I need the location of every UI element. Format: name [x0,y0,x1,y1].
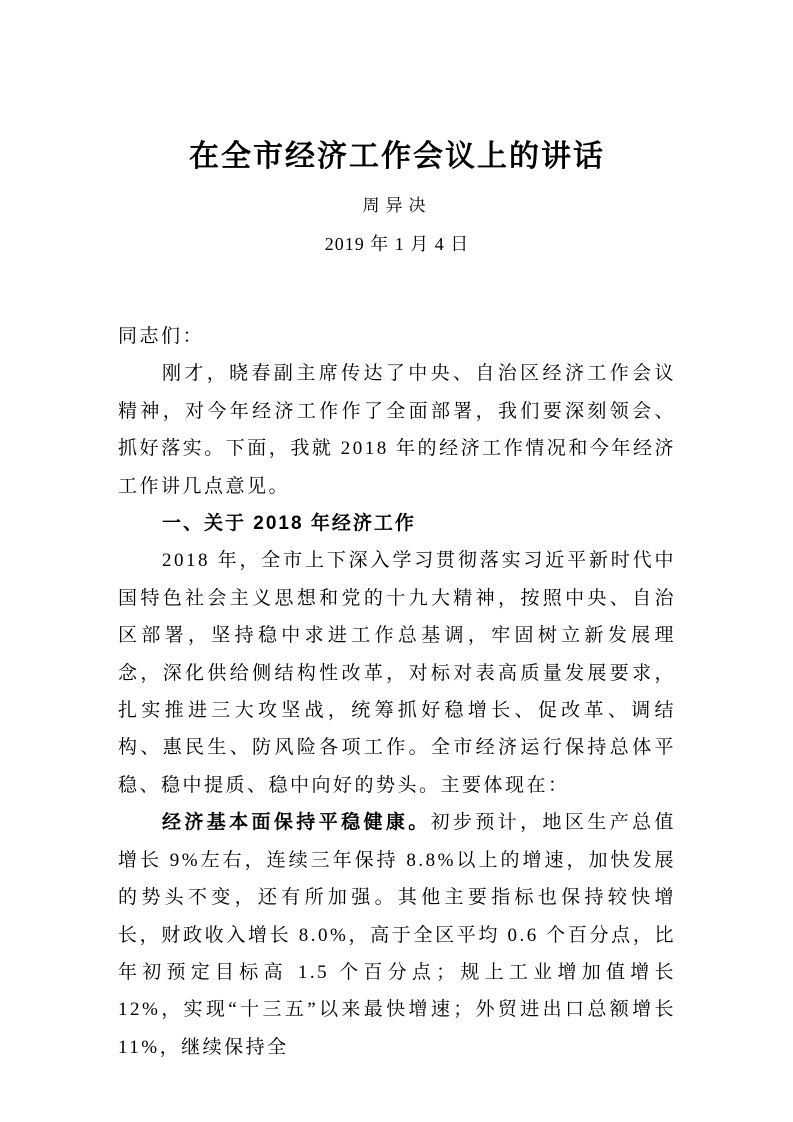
paragraph-economy-rest: 初步预计，地区生产总值增长 9%左右，连续三年保持 8.8%以上的增速，加快发展的势头不变，还有所加强。其他主要指标也保持较快增长，财政收入增长 8.0%，高于全区平均 0.6 个百分点，比年初预定目标高 1.5 个百分点；规上工业增加值增长 12%，实现“十三五”以来最快增速；外贸进出口总额增长 11%，继续保持全 [118,812,676,1058]
section-1-heading: 一、关于 2018 年经济工作 [162,513,416,535]
paragraph-intro: 刚才，晓春副主席传达了中央、自治区经济工作会议精神，对今年经济工作作了全面部署，我们要深刻领会、抓好落实。下面，我就 2018 年的经济工作情况和今年经济工作讲几点意见。 [118,363,676,497]
paragraph-economy [118,804,676,1066]
paragraph-2018-review: 2018 年，全市上下深入学习贯彻落实习近平新时代中国特色社会主义思想和党的十九大精神，按照中央、自治区部署，坚持稳中求进工作总基调，牢固树立新发展理念，深化供给侧结构性改革，对标对表高质量发展要求，扎实推进三大攻坚战，统筹抓好稳增长、促改革、调结构、惠民生、防风险各项工作。全市经济运行保持总体平稳、稳中提质、稳中向好的势头。主要体现在： [118,550,676,796]
document-date: 2019 年 1 月 4 日 [324,234,470,254]
paragraph-economy-lead: 经济基本面保持平稳健康。 [162,812,431,834]
document-body [118,318,676,1066]
document-author: 周异决 [362,196,432,215]
salutation: 同志们： [118,326,205,347]
document-title: 在全市经济工作会议上的讲话 [189,140,605,173]
